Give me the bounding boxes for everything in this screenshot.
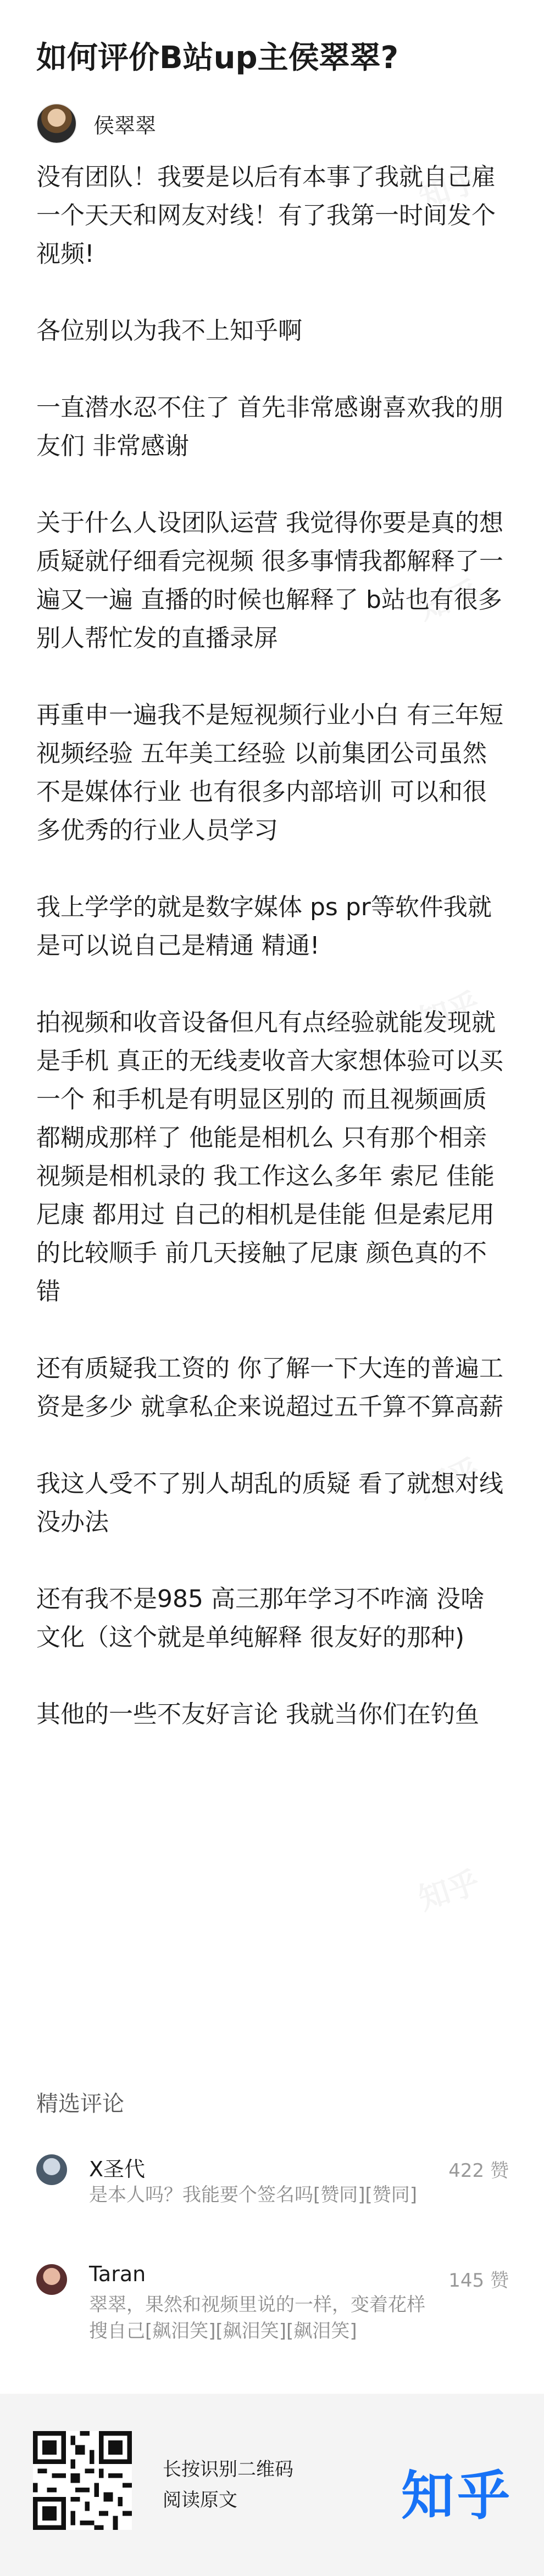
footer-caption [163, 2454, 293, 2516]
answer-paragraph: 再重申一遍我不是短视频行业小白 有三年短视频经验 五年美工经验 以前集团公司虽然不是媒体行业 也有很多内部培训 可以和很多优秀的行业人员学习 [36, 701, 503, 844]
answer-paragraph: 没有团队！我要是以后有本事了我就自己雇一个天天和网友对线！有了我第一时间发个视频! [36, 163, 496, 268]
answer-paragraph: 我这人受不了别人胡乱的质疑 看了就想对线 没办法 [36, 1470, 503, 1536]
author-name[interactable]: 侯翠翠 [93, 113, 157, 138]
comment-text: 是本人吗？我能要个签名吗[赞同][赞同] [89, 2184, 418, 2206]
answer-body [36, 158, 503, 1772]
watermark-text [412, 1858, 484, 1919]
commenter-name[interactable]: X圣代 [89, 2157, 146, 2181]
comment-text: 翠翠，果然和视频里说的一样，变着花样搜自己[飙泪笑][飙泪笑][飙泪笑] [89, 2294, 425, 2342]
answer-paragraph: 我上学学的就是数字媒体 ps pr等软件我就是可以说自己是精通 精通! [36, 893, 492, 960]
commenter-avatar[interactable] [36, 2264, 67, 2295]
featured-comments-title: 精选评论 [36, 2091, 124, 2116]
answer-paragraph: 一直潜水忍不住了 首先非常感谢喜欢我的朋友们 非常感谢 [36, 394, 503, 460]
author-row[interactable] [36, 103, 156, 144]
answer-paragraph: 其他的一些不友好言论 我就当你们在钓鱼 [36, 1700, 479, 1728]
comment-likes: 422 赞 [448, 2160, 509, 2182]
footer-bar [0, 2394, 544, 2576]
answer-paragraph: 还有我不是985 高三那年学习不咋滴 没啥文化（这个就是单纯解释 很友好的那种) [36, 1585, 485, 1651]
qr-code-icon[interactable] [33, 2431, 132, 2530]
page-title: 如何评价B站up主侯翠翠? [36, 40, 399, 76]
answer-paragraph: 各位别以为我不上知乎啊 [36, 317, 302, 345]
answer-paragraph: 关于什么人设团队运营 我觉得你要是真的想质疑就仔细看完视频 很多事情我都解释了一遍又一遍 直播的时候也解释了 b站也有很多别人帮忙发的直播录屏 [36, 509, 503, 652]
comment-likes: 145 赞 [448, 2270, 509, 2292]
comment-item[interactable] [36, 2152, 509, 2229]
footer-scan-hint: 长按识别二维码 [163, 2459, 293, 2480]
author-avatar[interactable] [36, 103, 77, 144]
zhihu-logo: 知乎 [401, 2465, 513, 2527]
answer-paragraph: 拍视频和收音设备但凡有点经验就能发现就是手机 真正的无线麦收音大家想体验可以买一个 和手机是有明显区别的 而且视频画质都糊成那样了 他能是相机么 只有那个相亲视频是相机录的 我工作这么多年 索尼 佳能 尼康 都用过 自己的相机是佳能 但是索尼用的比较顺手 前几天接触了尼康 颜色真的不错 [36, 1009, 503, 1306]
commenter-name[interactable]: Taran [89, 2262, 146, 2286]
commenter-avatar[interactable] [36, 2154, 67, 2185]
answer-paragraph: 还有质疑我工资的 你了解一下大连的普遍工资是多少 就拿私企来说超过五千算不算高薪 [36, 1354, 503, 1421]
footer-read-original[interactable]: 阅读原文 [163, 2489, 237, 2511]
comment-item[interactable] [36, 2262, 509, 2350]
